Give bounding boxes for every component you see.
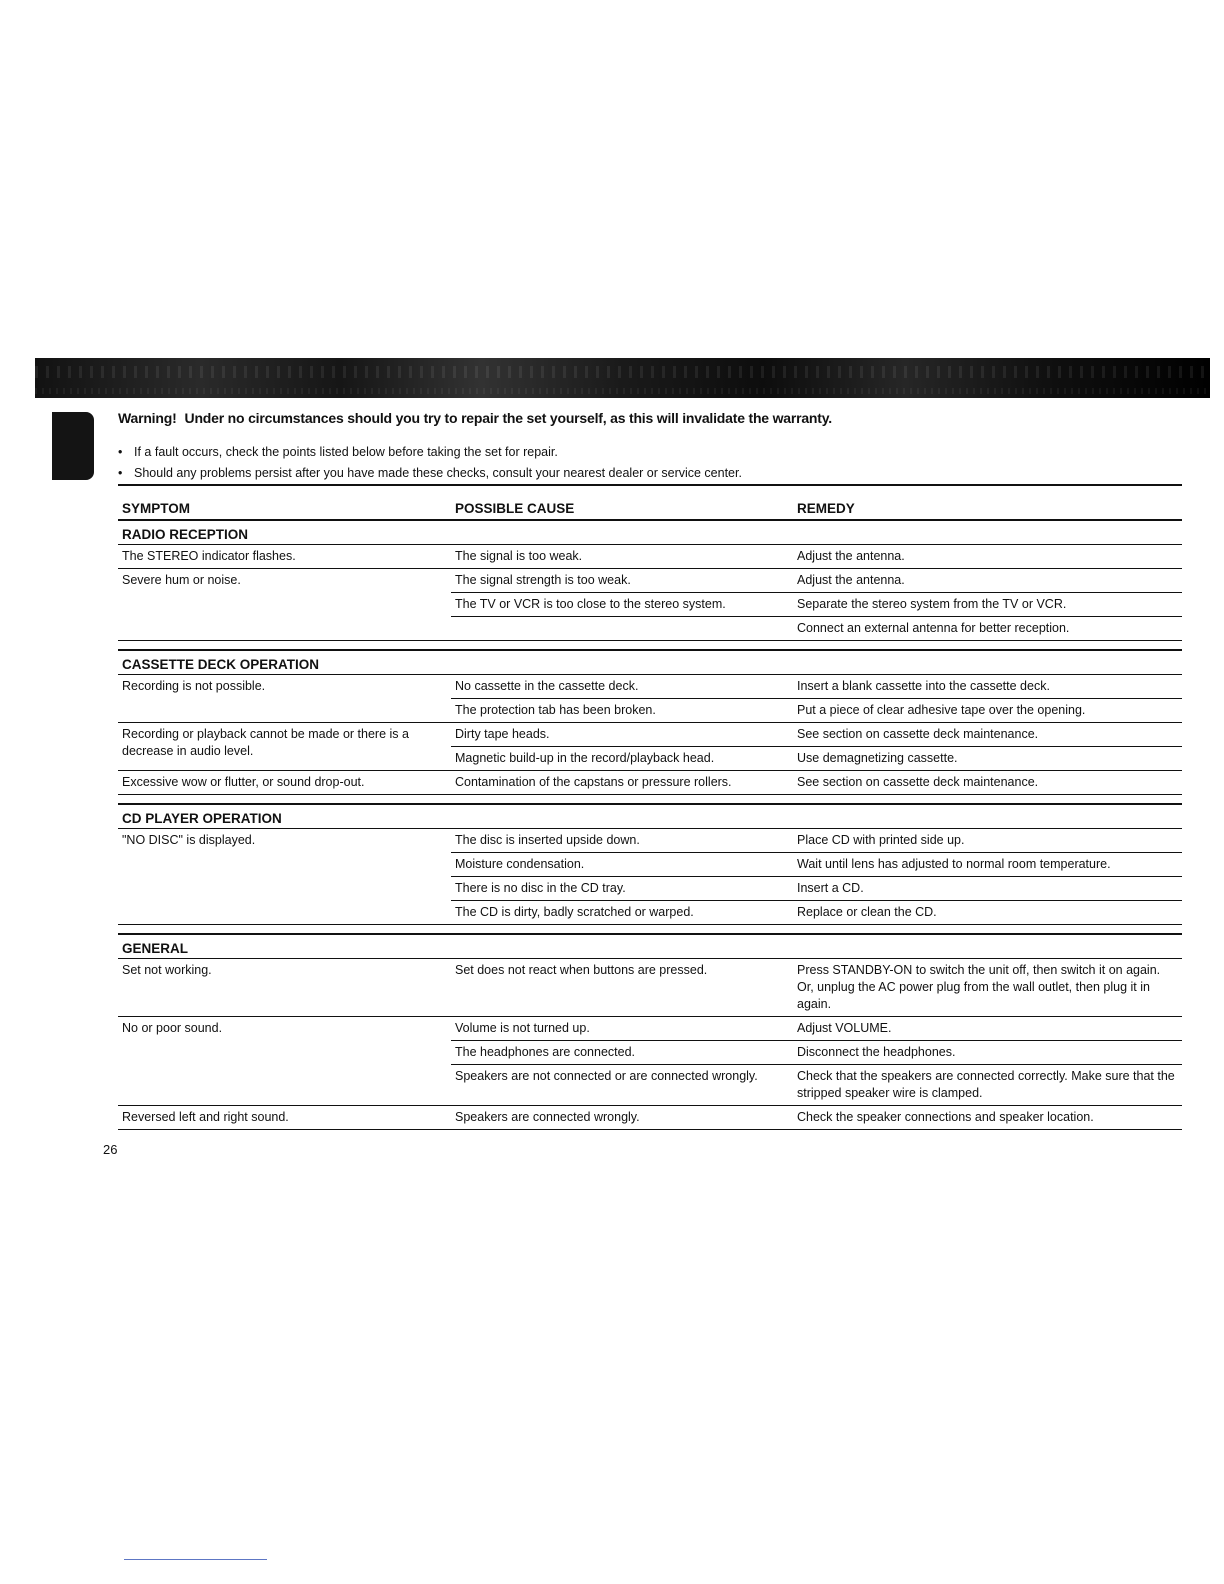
spacer-cell	[118, 641, 1182, 651]
cause-cell: Speakers are connected wrongly.	[451, 1106, 793, 1130]
troubleshooting-table	[118, 484, 1182, 1130]
table-row	[118, 1017, 1182, 1041]
cause-cell: Speakers are not connected or are connected wrongly.	[451, 1065, 793, 1106]
section-row	[118, 934, 1182, 959]
table-row	[118, 675, 1182, 699]
section-title: CASSETTE DECK OPERATION	[118, 650, 1182, 675]
cause-cell: The protection tab has been broken.	[451, 699, 793, 723]
section-tab-marker	[52, 412, 94, 480]
remedy-cell: Use demagnetizing cassette.	[793, 747, 1182, 771]
bullet-text: Should any problems persist after you have made these checks, consult your nearest dealer or service center.	[134, 466, 742, 480]
symptom-cell: Set not working.	[118, 959, 451, 1017]
cause-cell: Moisture condensation.	[451, 853, 793, 877]
spacer-cell	[118, 795, 1182, 805]
symptom-cell: The STEREO indicator flashes.	[118, 545, 451, 569]
remedy-cell: Wait until lens has adjusted to normal room temperature.	[793, 853, 1182, 877]
symptom-cell: Reversed left and right sound.	[118, 1106, 451, 1130]
section-row	[118, 520, 1182, 545]
remedy-cell: Connect an external antenna for better reception.	[793, 617, 1182, 641]
remedy-cell: Adjust the antenna.	[793, 569, 1182, 593]
table-row	[118, 829, 1182, 853]
remedy-cell: Insert a CD.	[793, 877, 1182, 901]
instruction-list	[118, 442, 742, 484]
remedy-cell: Replace or clean the CD.	[793, 901, 1182, 925]
section-title: GENERAL	[118, 934, 1182, 959]
header-symptom: SYMPTOM	[118, 485, 451, 520]
section-row	[118, 804, 1182, 829]
warning-line	[118, 410, 832, 426]
cause-cell: Set does not react when buttons are pressed.	[451, 959, 793, 1017]
section-spacer	[118, 925, 1182, 935]
cause-cell	[451, 617, 793, 641]
cause-cell: The TV or VCR is too close to the stereo system.	[451, 593, 793, 617]
remedy-cell: See section on cassette deck maintenance.	[793, 723, 1182, 747]
remedy-cell: Check the speaker connections and speaker location.	[793, 1106, 1182, 1130]
table-row	[118, 723, 1182, 747]
footer-rule	[124, 1559, 267, 1560]
cause-cell: Volume is not turned up.	[451, 1017, 793, 1041]
cause-cell: Contamination of the capstans or pressure rollers.	[451, 771, 793, 795]
header-cause: POSSIBLE CAUSE	[451, 485, 793, 520]
symptom-cell: Recording or playback cannot be made or there is a decrease in audio level.	[118, 723, 451, 771]
cause-cell: The disc is inserted upside down.	[451, 829, 793, 853]
remedy-cell: Insert a blank cassette into the cassette deck.	[793, 675, 1182, 699]
banner-texture-lower	[35, 388, 1210, 394]
table-row	[118, 1106, 1182, 1130]
table-row	[118, 771, 1182, 795]
remedy-cell: Adjust VOLUME.	[793, 1017, 1182, 1041]
symptom-cell: No or poor sound.	[118, 1017, 451, 1106]
symptom-cell: "NO DISC" is displayed.	[118, 829, 451, 925]
bullet-dot-icon: •	[118, 466, 123, 480]
section-title: CD PLAYER OPERATION	[118, 804, 1182, 829]
header-banner	[35, 358, 1210, 398]
remedy-cell: Check that the speakers are connected correctly. Make sure that the stripped speaker wire is clamped.	[793, 1065, 1182, 1106]
bullet-dot-icon: •	[118, 445, 123, 459]
bullet-item	[118, 442, 742, 463]
cause-cell: The signal is too weak.	[451, 545, 793, 569]
header-remedy: REMEDY	[793, 485, 1182, 520]
section-row	[118, 650, 1182, 675]
cause-cell: Magnetic build-up in the record/playback head.	[451, 747, 793, 771]
symptom-cell: Recording is not possible.	[118, 675, 451, 723]
symptom-cell: Excessive wow or flutter, or sound drop-out.	[118, 771, 451, 795]
cause-cell: Dirty tape heads.	[451, 723, 793, 747]
remedy-cell: See section on cassette deck maintenance.	[793, 771, 1182, 795]
bullet-text: If a fault occurs, check the points listed below before taking the set for repair.	[134, 445, 558, 459]
page-number: 26	[103, 1142, 118, 1157]
remedy-cell: Adjust the antenna.	[793, 545, 1182, 569]
table-row	[118, 959, 1182, 1017]
table-row	[118, 545, 1182, 569]
remedy-cell: Put a piece of clear adhesive tape over the opening.	[793, 699, 1182, 723]
table-header-row	[118, 485, 1182, 520]
cause-cell: The headphones are connected.	[451, 1041, 793, 1065]
remedy-cell: Place CD with printed side up.	[793, 829, 1182, 853]
section-title: RADIO RECEPTION	[118, 520, 1182, 545]
cause-cell: The signal strength is too weak.	[451, 569, 793, 593]
cause-cell: There is no disc in the CD tray.	[451, 877, 793, 901]
warning-lead: Warning!	[118, 410, 177, 426]
table-row	[118, 569, 1182, 593]
remedy-cell: Press STANDBY-ON to switch the unit off, then switch it on again. Or, unplug the AC power plug from the wall outlet, then plug it in again.	[793, 959, 1182, 1017]
bullet-item	[118, 463, 742, 484]
section-spacer	[118, 641, 1182, 651]
section-spacer	[118, 795, 1182, 805]
spacer-cell	[118, 925, 1182, 935]
table-body	[118, 520, 1182, 1130]
remedy-cell: Separate the stereo system from the TV or VCR.	[793, 593, 1182, 617]
symptom-cell: Severe hum or noise.	[118, 569, 451, 641]
warning-text: Under no circumstances should you try to repair the set yourself, as this will invalidate the warranty.	[184, 410, 832, 426]
cause-cell: No cassette in the cassette deck.	[451, 675, 793, 699]
cause-cell: The CD is dirty, badly scratched or warped.	[451, 901, 793, 925]
remedy-cell: Disconnect the headphones.	[793, 1041, 1182, 1065]
banner-texture	[35, 366, 1210, 378]
